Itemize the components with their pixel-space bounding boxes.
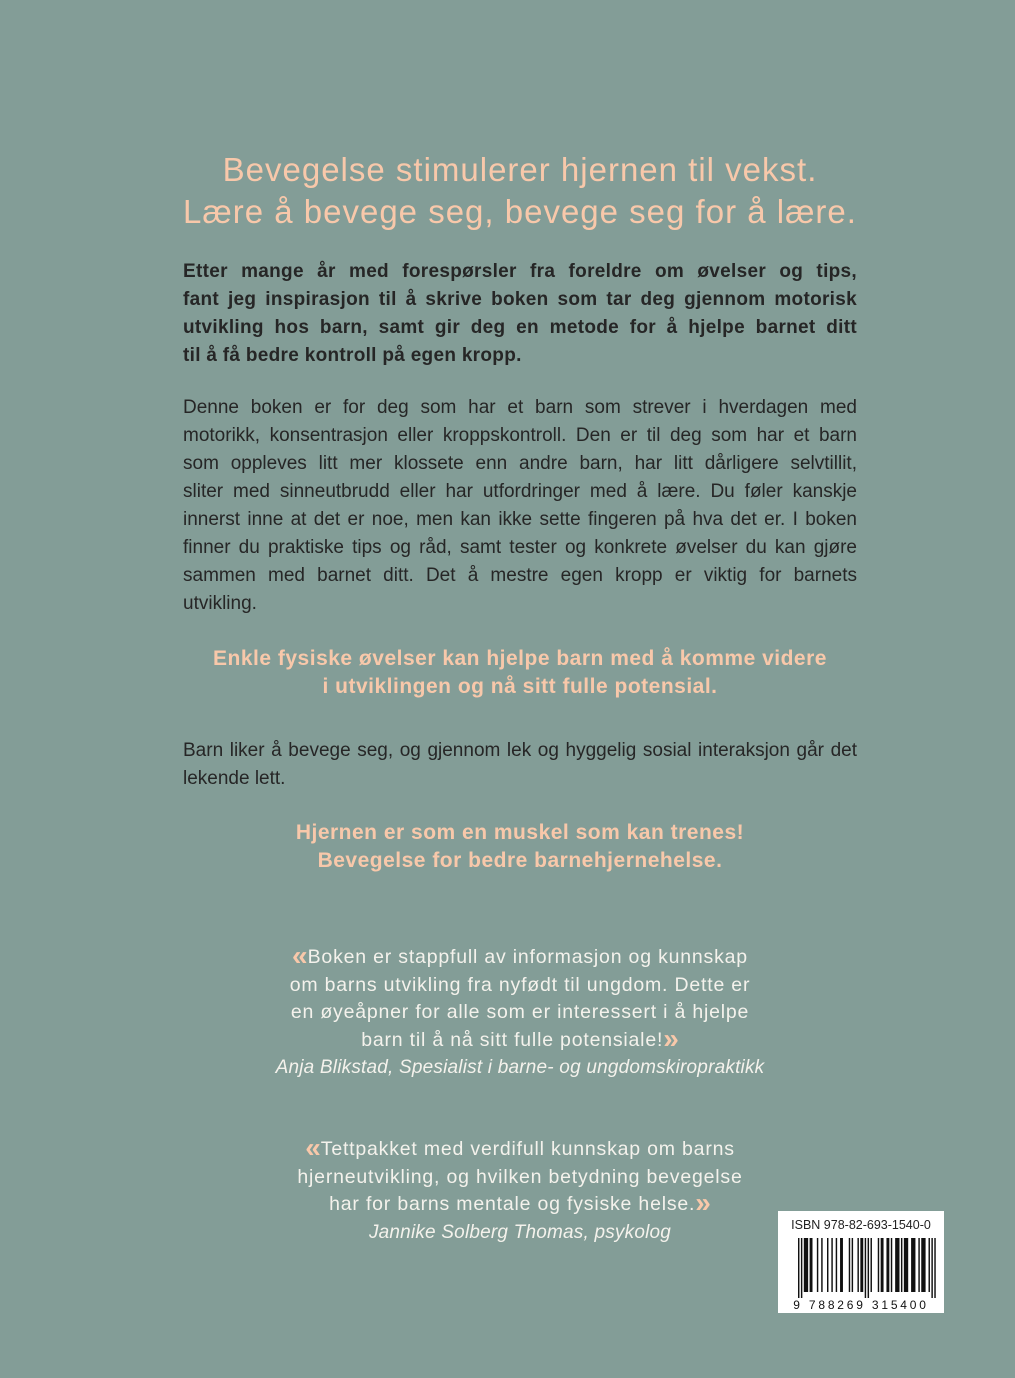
body-paragraph-2 bbox=[183, 737, 857, 793]
highlight-line: Hjernen er som en muskel som kan trenes! bbox=[295, 821, 745, 844]
quote-line: en øyeåpner for alle som er interessert i å hjelpe bbox=[290, 1001, 750, 1023]
barcode-bar bbox=[886, 1238, 889, 1292]
highlight-line: Bevegelse for bedre barnehjernehelse. bbox=[317, 849, 723, 872]
body-line: lekende lett. bbox=[183, 768, 286, 789]
quote-open-mark: « bbox=[292, 940, 308, 971]
body-paragraph bbox=[183, 394, 857, 618]
intro-line: utvikling hos barn, samt gir deg en metode for å hjelpe barnet ditt bbox=[183, 317, 857, 338]
body-line: motorikk, konsentrasjon eller kroppskontroll. Den er til deg som har et barn bbox=[183, 425, 857, 446]
headline-line: Lære å bevege seg, bevege seg for å lære. bbox=[183, 193, 857, 230]
barcode-bar bbox=[821, 1238, 822, 1292]
barcode-bar bbox=[911, 1238, 915, 1292]
barcode-bar bbox=[934, 1238, 935, 1298]
highlight-statement-2 bbox=[183, 819, 857, 875]
quote-open-mark: « bbox=[305, 1132, 321, 1163]
barcode-bar bbox=[817, 1238, 818, 1292]
barcode-bar bbox=[895, 1238, 899, 1292]
barcode-bar bbox=[891, 1238, 892, 1292]
testimonial-quote bbox=[183, 940, 857, 1082]
barcode-bar bbox=[918, 1238, 919, 1292]
quote-text: Boken er stappfull av informasjon og kunnskap bbox=[307, 946, 748, 968]
quote-line: hjerneutvikling, og hvilken betydning bevegelse bbox=[297, 1165, 743, 1188]
body-line: utvikling. bbox=[183, 593, 257, 614]
quote-text: har for barns mentale og fysiske helse. bbox=[329, 1193, 696, 1215]
quote-line bbox=[183, 1132, 857, 1164]
quote-text: barn til å nå sitt fulle potensiale! bbox=[361, 1028, 664, 1051]
barcode-bar bbox=[849, 1238, 850, 1292]
body-line: Denne boken er for deg som har et barn som strever i hverdagen med bbox=[183, 397, 857, 418]
intro-paragraph bbox=[183, 258, 857, 370]
quote-text: Tettpakket med verdifull kunnskap om barns bbox=[320, 1138, 735, 1160]
body-line: som oppleves litt mer klossete enn andre barn, har litt dårligere selvtillit, bbox=[183, 453, 857, 474]
quote-author: Jannike Solberg Thomas, psykolog bbox=[368, 1221, 672, 1243]
barcode-bar bbox=[901, 1238, 902, 1292]
barcode-bar bbox=[836, 1238, 837, 1292]
highlight-statement bbox=[183, 645, 857, 701]
barcode-bar bbox=[878, 1238, 879, 1292]
intro-line: til å få bedre kontroll på egen kropp. bbox=[183, 345, 522, 366]
body-line: finner du praktiske tips og råd, samt tester og konkrete øvelser du kan gjøre bbox=[183, 537, 857, 558]
quote-line bbox=[183, 940, 857, 972]
body-line: sliter med sinneutbrudd eller har utfordringer med å lære. Du føler kanskje bbox=[183, 481, 857, 502]
intro-line: fant jeg inspirasjon til å skrive boken som tar deg gjennom motorisk bbox=[183, 289, 857, 310]
barcode-bar bbox=[840, 1238, 843, 1292]
headline-line: Bevegelse stimulerer hjernen til vekst. bbox=[222, 151, 818, 188]
quote-close-mark: » bbox=[695, 1187, 711, 1218]
barcode-bar bbox=[798, 1238, 799, 1298]
barcode-bar bbox=[929, 1238, 930, 1292]
barcode-bar bbox=[931, 1238, 932, 1298]
barcode-bar bbox=[860, 1238, 863, 1292]
barcode-bar bbox=[810, 1238, 813, 1292]
quote-line bbox=[183, 1187, 857, 1219]
barcode-bar bbox=[804, 1238, 808, 1292]
quote-line: om barns utvikling fra nyfødt til ungdom. Dette er bbox=[289, 973, 751, 996]
testimonial-quote-2 bbox=[183, 1132, 857, 1246]
barcode-bar bbox=[881, 1238, 884, 1292]
highlight-line: Enkle fysiske øvelser kan hjelpe barn med å komme videre bbox=[213, 647, 827, 670]
barcode-bar bbox=[831, 1238, 832, 1292]
barcode-bar bbox=[827, 1238, 828, 1292]
quote-author: Anja Blikstad, Spesialist i barne- og ungdomskiropraktikk bbox=[275, 1057, 765, 1078]
barcode-bar bbox=[904, 1238, 908, 1292]
isbn-label: ISBN 978-82-693-1540-0 bbox=[791, 1218, 931, 1232]
intro-line: Etter mange år med forespørsler fra foreldre om øvelser og tips, bbox=[183, 261, 857, 282]
headline bbox=[183, 149, 857, 233]
barcode-bar bbox=[857, 1238, 858, 1292]
isbn-barcode-box bbox=[778, 1211, 944, 1313]
body-line: sammen med barnet ditt. Det å mestre egen kropp er viktig for barnets bbox=[183, 565, 857, 586]
quote-line bbox=[183, 1022, 857, 1055]
barcode-bar bbox=[871, 1238, 872, 1292]
barcode-bar bbox=[801, 1238, 802, 1298]
highlight-line: i utviklingen og nå sitt fulle potensial. bbox=[322, 675, 718, 698]
body-line: Barn liker å bevege seg, og gjennom lek og hyggelig sosial interaksjon går det bbox=[183, 740, 857, 761]
barcode-bar bbox=[921, 1238, 925, 1292]
quote-close-mark: » bbox=[663, 1022, 679, 1054]
barcode-bar bbox=[865, 1238, 866, 1298]
barcode-bar bbox=[868, 1238, 869, 1298]
isbn-digits: 9 788269 315400 bbox=[793, 1298, 929, 1312]
body-line: innerst inne at det er noe, men kan ikke sette fingeren på hva det er. I boken bbox=[183, 509, 857, 530]
barcode-bar bbox=[852, 1238, 853, 1292]
